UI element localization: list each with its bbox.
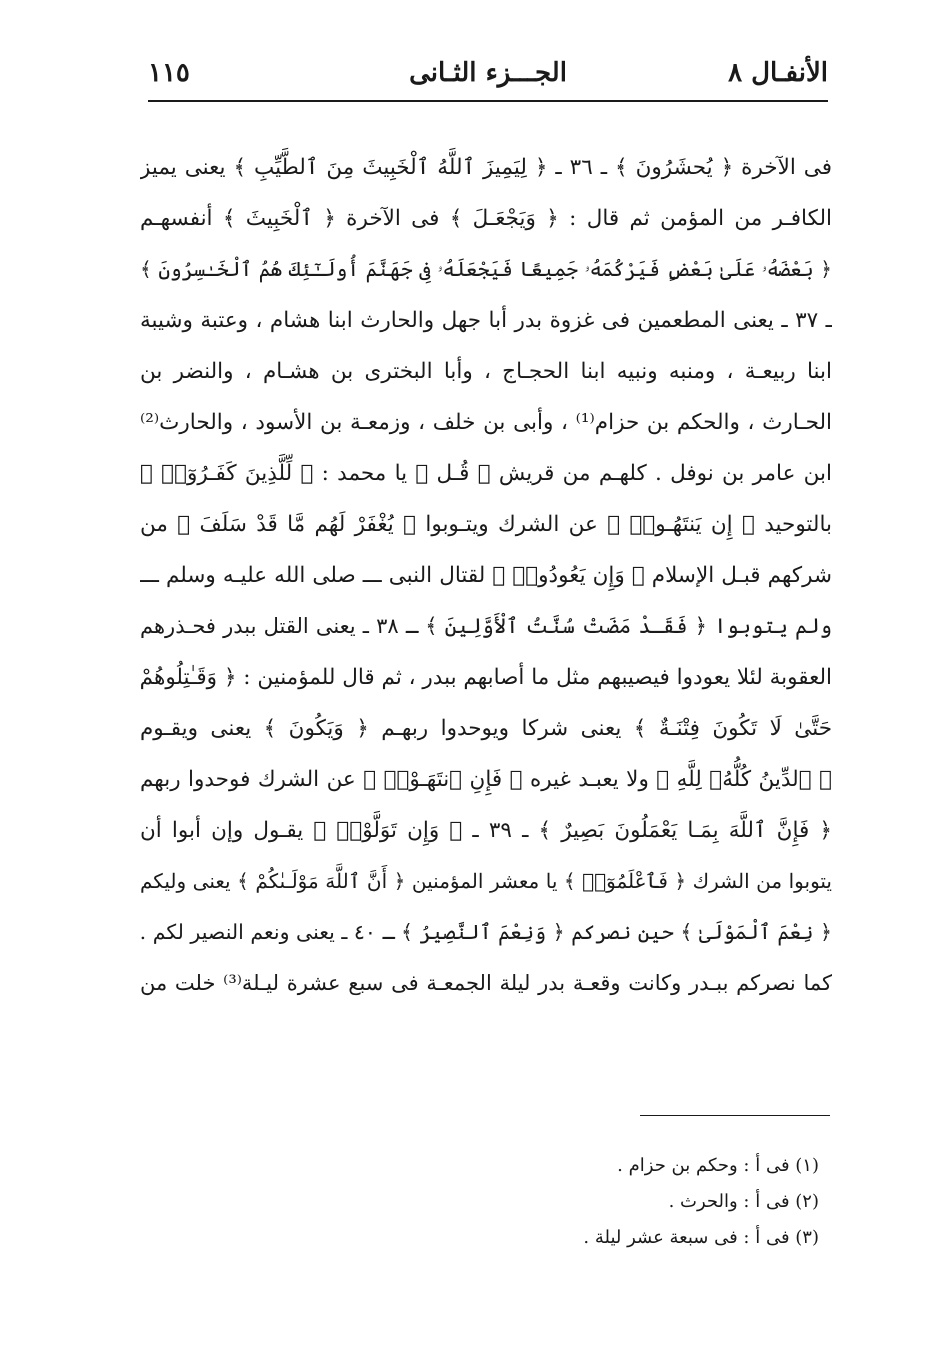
footnotes	[459, 1148, 819, 1256]
part-title: الجـــزء الثـانى	[409, 58, 567, 88]
text-line: ﴿ فَإِنَّ ٱللَّهَ بِمَـا يَعْمَلُونَ بَصِيرٌ ﴾ ـ ٣٩ ـ ﴿ وَإِن تَوَلَّوْا۟ ﴾ يقـول وإن أبوا أن	[140, 818, 832, 843]
text-line: ابن عامر بن نوفل . كلهـم من قريش ﴿ قُـل ﴾ يا محمد : ﴿ لِّلَّذِينَ كَفَـرُوٓا۟ ﴾	[140, 461, 832, 486]
footnote: (١) فى أ : وحكم بن حزام .	[617, 1155, 819, 1176]
text-line: فى الآخرة ﴿ يُحشَرُونَ ﴾ ـ ٣٦ ـ ﴿ لِيَمِيزَ ٱللَّهُ ٱلْخَبِيثَ مِنَ ٱلطَّيِّبِ ﴾ يعنى يميز	[140, 155, 832, 180]
text-line: ﴿ ٱلدِّينُ كُلُّهُۥ لِلَّهِ ﴾ ولا يعبـد غيره ﴿ فَإِنِ ٱنتَهَـوْا۟ ﴾ عن الشرك فوحدوا ربهم	[140, 767, 832, 792]
footnote: (٣) فى أ : فى سبعة عشر ليلة .	[583, 1227, 819, 1248]
main-text	[140, 142, 832, 1009]
text-line: ولم يتوبوا ﴿ فَقَـدْ مَضَتْ سُنَّتُ ٱلْأَوَّلِينَ ﴾ ـ ٣٨ ـ يعنى القتل ببدر فحـذرهم	[140, 614, 832, 638]
text-line: ﴿ بَعْضَهُۥ عَلَىٰ بَعْضٍ فَيَرْكُمَهُۥ جَمِيعًا فَيَجْعَلَهُۥ فِى جَهَنَّمَ أُولَـٰٓئِكَ هُمُ ٱلْخَـٰسِرُونَ ﴾	[140, 257, 832, 281]
text-line: ـ ٣٧ ـ يعنى المطعمين فى غزوة بدر أبا جهل والحارث ابنا هشام ، وعتبة وشيبة	[140, 308, 832, 333]
text-line: ﴿ نِعْمَ ٱلْمَوْلَىٰ ﴾ حين نصركم ﴿ وَنِعْمَ ٱلنَّصِيرُ ﴾ ـ ٤٠ ـ يعنى ونعم النصير لكم .	[140, 920, 832, 944]
text-line: الحـارث ، والحكم بن حزام⁽¹⁾ ، وأبى بن خلف ، وزمعـة بن الأسود ، والحارث⁽²⁾	[140, 410, 832, 435]
text-line: شركهم قبـل الإسلام ﴿ وَإِن يَعُودُوا۟ ﴾ لقتال النبى ـــ صلى الله عليـه وسلم ـــ	[140, 563, 832, 588]
footnote-divider	[640, 1115, 830, 1116]
surah-title: الأنفـال ٨	[728, 58, 828, 88]
page-header	[148, 52, 828, 104]
footnote: (٢) فى أ : والحرث .	[668, 1191, 819, 1212]
text-line: يتوبوا من الشرك ﴿ فَٱعْلَمُوٓا۟ ﴾ يا معشر المؤمنين ﴿ أَنَّ ٱللَّهَ مَوْلَـىٰكُمْ ﴾ يعنى وليكم	[140, 869, 832, 893]
text-line: حَتَّىٰ لَا تَكُونَ فِتْنَـةٌ ﴾ يعنى شركا ويوحدوا ربهـم ﴿ وَيَكُونَ ﴾ يعنى ويقـوم	[140, 716, 832, 741]
text-line: كما نصركم ببـدر وكانت وقعـة بدر ليلة الجمعـة فى سبع عشرة ليـلة⁽³⁾ خلت من	[140, 971, 832, 995]
page-number: ١١٥	[148, 58, 190, 88]
header-divider	[148, 100, 828, 102]
text-line: بالتوحيد ﴿ إِن يَنتَهُـوا۟ ﴾ عن الشرك ويتـوبوا ﴿ يُغْفَرْ لَهُم مَّا قَدْ سَلَفَ ﴾ من	[140, 512, 832, 537]
text-line: ابنا ربيعـة ، ومنبه ونبيه ابنا الحجـاج ، وأبا البخترى بن هشـام ، والنضر بن	[140, 359, 832, 384]
text-line: الكافـر من المؤمن ثم قال : ﴿ وَيَجْعَـلَ ﴾ فى الآخرة ﴿ ٱلْخَبِيثَ ﴾ أنفسهـم	[140, 206, 832, 231]
text-line: العقوبة لئلا يعودوا فيصيبهم مثل ما أصابهم ببدر ، ثم قال للمؤمنين : ﴿ وَقَـٰتِلُوهُمْ	[140, 665, 832, 690]
